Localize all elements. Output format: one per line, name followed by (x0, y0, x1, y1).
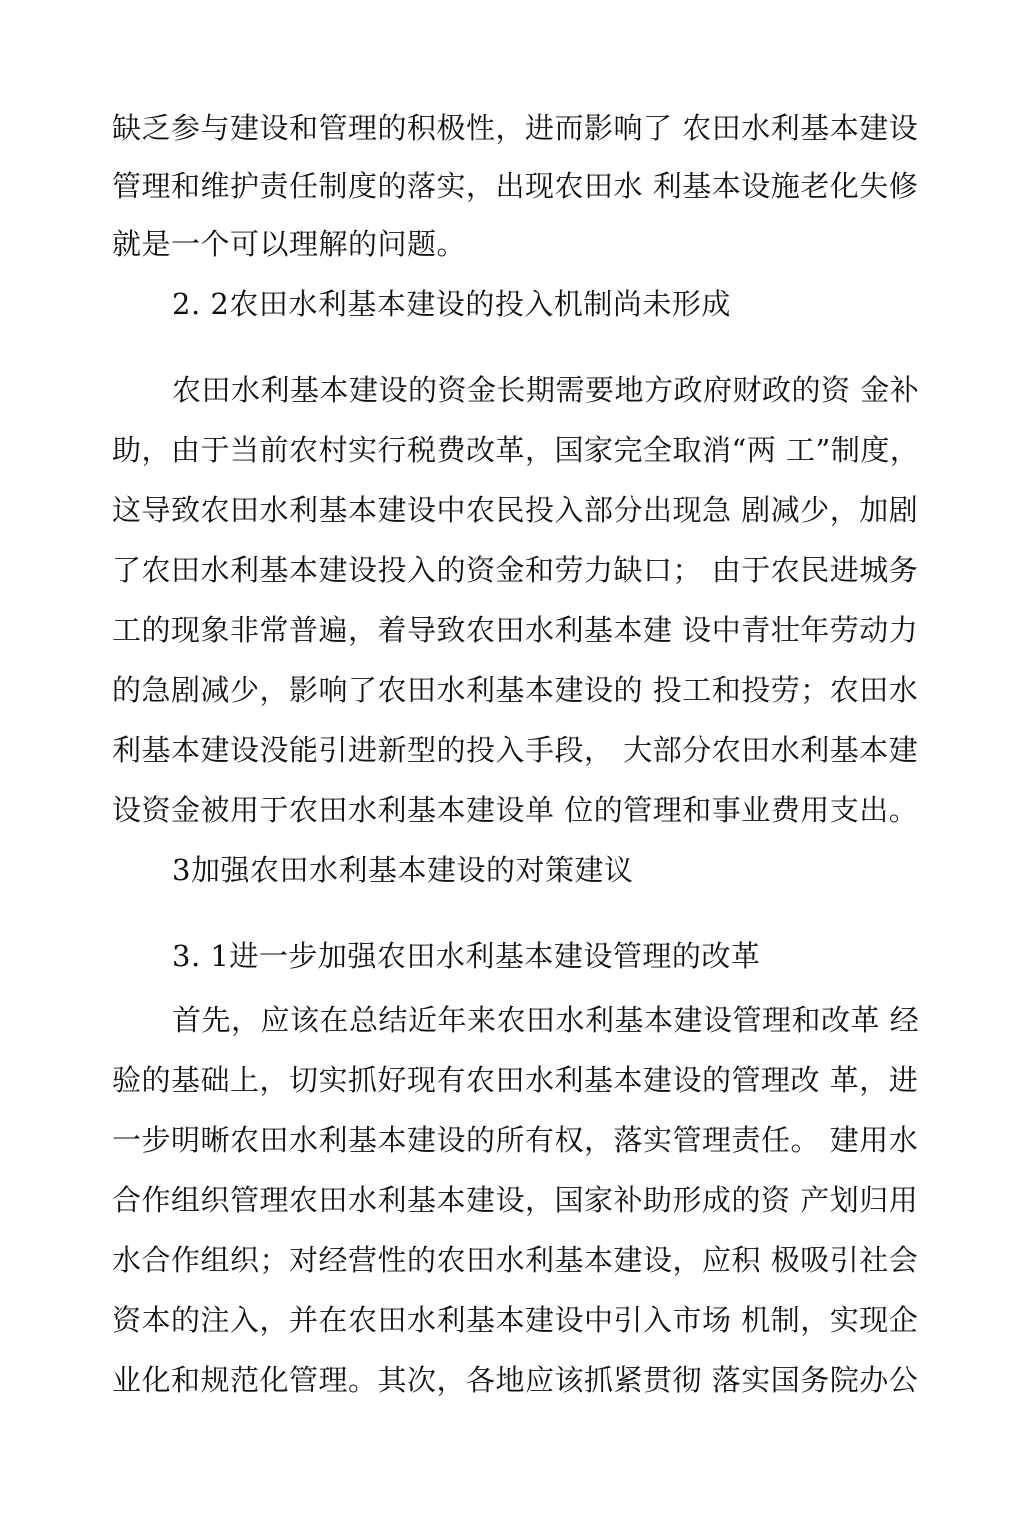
text-line: 一步明晰农田水利基本建设的所有权，落实管理责任。 建用水 (112, 1123, 919, 1157)
text-line: 设资金被用于农田水利基本建设单 位的管理和事业费用支出。 (112, 793, 919, 827)
text-line: 管理和维护责任制度的落实，出现农田水 利基本设施老化失修 (112, 169, 919, 203)
text-line: 首先，应该在总结近年来农田水利基本建设管理和改革 经 (172, 1003, 920, 1037)
text-line: 资本的注入，并在农田水利基本建设中引入市场 机制，实现企 (112, 1303, 919, 1337)
text-line: 的急剧减少，影响了农田水利基本建设的 投工和投劳；农田水 (112, 673, 919, 707)
text-line: 验的基础上，切实抓好现有农田水利基本建设的管理改 革，进 (112, 1063, 919, 1097)
text-line: 水合作组织；对经营性的农田水利基本建设，应积 极吸引社会 (112, 1243, 919, 1277)
text-line: 农田水利基本建设的资金长期需要地方政府财政的资 金补 (172, 373, 920, 407)
text-line: 缺乏参与建设和管理的积极性，进而影响了 农田水利基本建设 (112, 111, 919, 145)
text-line: 就是一个可以理解的问题。 (112, 227, 467, 261)
text-line: 这导致农田水利基本建设中农民投入部分出现急 剧减少，加剧 (112, 493, 919, 527)
text-line: 利基本建设没能引进新型的投入手段， 大部分农田水利基本建 (112, 733, 919, 767)
text-line: 业化和规范化管理。其次，各地应该抓紧贯彻 落实国务院办公 (112, 1363, 919, 1397)
text-line: 助，由于当前农村实行税费改革，国家完全取消“两 工”制度， (112, 433, 920, 467)
section-heading: 3. 1进一步加强农田水利基本建设管理的改革 (172, 939, 761, 973)
text-line: 工的现象非常普遍，着导致农田水利基本建 设中青壮年劳动力 (112, 613, 919, 647)
section-heading: 3加强农田水利基本建设的对策建议 (172, 853, 634, 887)
text-line: 合作组织管理农田水利基本建设，国家补助形成的资 产划归用 (112, 1183, 919, 1217)
text-line: 了农田水利基本建设投入的资金和劳力缺口； 由于农民进城务 (112, 553, 919, 587)
section-heading: 2. 2农田水利基本建设的投入机制尚未形成 (172, 287, 731, 321)
